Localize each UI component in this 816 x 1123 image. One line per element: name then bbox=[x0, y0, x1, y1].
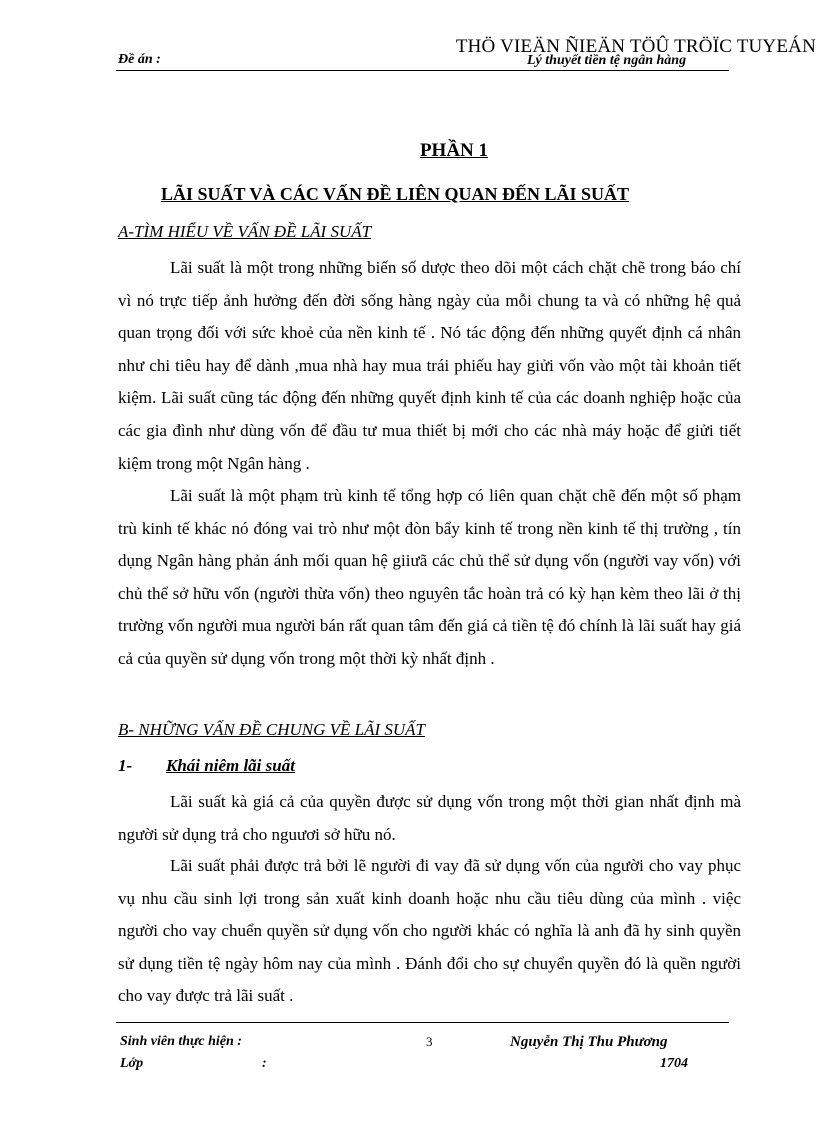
subsection-heading bbox=[118, 756, 295, 776]
subsection-number: 1- bbox=[118, 756, 133, 775]
subsection-title: Khái niêm lãi suất bbox=[166, 756, 295, 775]
section-b-heading: B- NHỮNG VẤN ĐỀ CHUNG VỀ LÃI SUẤT bbox=[118, 720, 426, 739]
paragraph-text: Lãi suất là một trong những biến số dược theo dõi một cách chặt chẽ trong báo chí vì nó trực tiếp ảnh hưởng đến đời sống hàng ngày của mỗi chung ta và có những hệ quả quan trọng đối với sức khoẻ của nền kinh tế . Nó tác động đến những quyết định cá nhân như chi tiêu hay để dành ,mua nhà hay mua trái phiếu hay giửi vốn vào một tài khoản tiết kiệm. Lãi suất cũng tác động đến những quyết định kinh tế của các doanh nghiệp hoặc của các gia đình như dùng vốn để đầu tư mua thiết bị mới cho các nhà máy hoặc để giửi tiết kiệm trong một Ngân hàng . bbox=[118, 258, 741, 473]
chapter-title: LÃI SUẤT VÀ CÁC VẤN ĐỀ LIÊN QUAN ĐẾN LÃI SUẤT bbox=[160, 184, 630, 204]
footer-rule bbox=[116, 1022, 729, 1023]
paragraph-text: Lãi suất kà giá cả của quyền được sử dụng vốn trong một thời gian nhất định mà người sử dụng trả cho nguươi sở hữu nó. bbox=[118, 792, 741, 844]
paragraph-text: Lãi suất là một phạm trù kinh tế tổng hợp có liên quan chặt chẽ đến một số phạm trù kinh tế khác nó đóng vai trò như một đòn bẩy kinh tế trong nền kinh tế thị trường , tín dụng Ngân hàng phản ánh mối quan hệ giiưã các chủ thể sử dụng vốn (người vay vốn) với chủ thể sở hữu vốn (người thừa vốn) theo nguyên tắc hoàn trả có kỳ hạn kèm theo lãi ở thị trường vốn người mua người bán rất quan tâm đến giá cả tiền tệ đó chính là lãi suất hay giá cả của quyền sử dụng vốn trong một thời kỳ nhất định . bbox=[118, 486, 741, 668]
header-right: Lý thuyết tiền tệ ngân hàng bbox=[527, 53, 687, 68]
section-a-heading: A-TÌM HIỂU VỀ VẤN ĐỀ LÃI SUẤT bbox=[118, 222, 372, 241]
section-b-paragraph-2 bbox=[118, 850, 741, 1013]
header-left: Đề án : bbox=[118, 52, 161, 67]
class-label: Lớp bbox=[120, 1056, 144, 1071]
class-colon: : bbox=[262, 1056, 267, 1071]
section-a-paragraph-1 bbox=[118, 252, 741, 480]
class-code: 1704 bbox=[660, 1056, 688, 1071]
author-name: Nguyễn Thị Thu Phương bbox=[510, 1034, 668, 1050]
watermark: THÖ VIEÄN ÑIEÄN TÖÛ TRÖÏC TUYEÁN bbox=[455, 36, 816, 57]
student-label: Sinh viên thực hiện : bbox=[120, 1034, 242, 1049]
header-rule bbox=[116, 70, 729, 71]
section-a-paragraph-2 bbox=[118, 480, 741, 676]
section-b-paragraph-1 bbox=[118, 786, 741, 851]
paragraph-text: Lãi suất phải được trả bởi lẽ người đi vay đã sử dụng vốn của người cho vay phục vụ nhu cầu sinh lợi trong sản xuất kinh doanh hoặc nhu cầu tiêu dùng của mình . việc người cho vay chuển quyền sử dụng vốn cho người khác có nghĩa là anh đã hy sinh quyền sử dụng tiền tệ ngày hôm nay của mình . Đánh đổi cho sự chuyển quyền đó là quền người cho vay được trả lãi suất . bbox=[118, 856, 741, 1006]
page-number: 3 bbox=[426, 1034, 433, 1049]
part-title: PHẦN 1 bbox=[419, 140, 489, 161]
